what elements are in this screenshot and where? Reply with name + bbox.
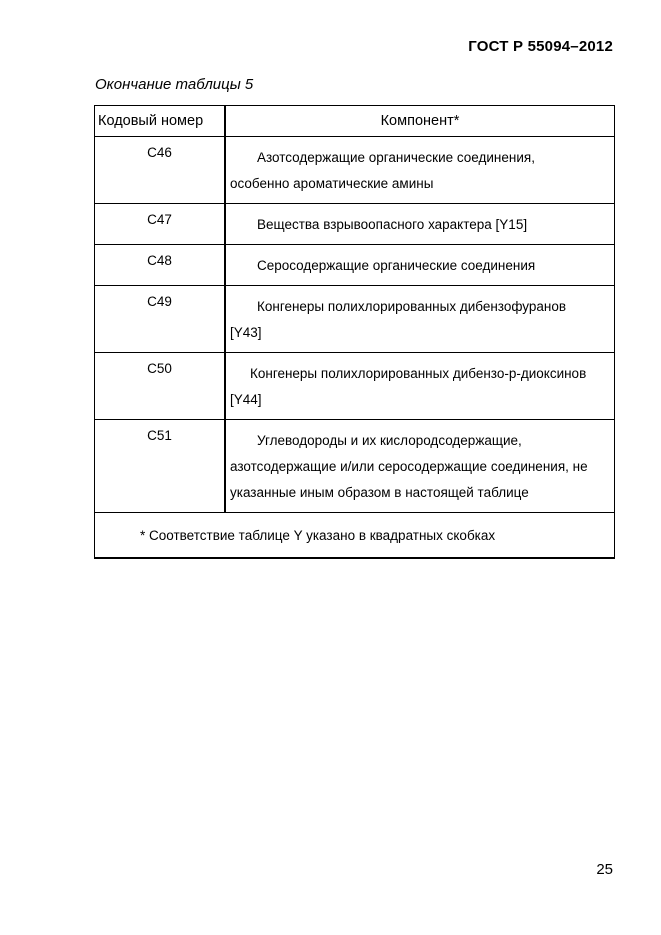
row-component (225, 245, 615, 286)
table-caption: Окончание таблицы 5 (95, 76, 254, 93)
component-line: Азотсодержащие органические соединения, (257, 150, 535, 165)
component-line: азотсодержащие и/или серосодержащие соединения, не (230, 459, 588, 474)
component-line: [Y44] (230, 392, 262, 407)
row-code: С48 (95, 245, 226, 286)
header-component: Компонент* (225, 106, 615, 137)
component-line: особенно ароматические амины (230, 176, 434, 191)
row-component (225, 286, 615, 353)
row-code: С50 (95, 353, 226, 420)
table-row (95, 245, 615, 286)
table-note-row (95, 513, 615, 559)
row-component (225, 204, 615, 245)
component-line: Конгенеры полихлорированных дибензофуранов (257, 299, 567, 314)
row-code: С51 (95, 420, 226, 513)
row-component (225, 137, 615, 204)
table-row (95, 137, 615, 204)
table-header-row (95, 106, 615, 137)
component-line: Углеводороды и их кислородсодержащие, (257, 433, 522, 448)
table-row (95, 420, 615, 513)
page-number: 25 (596, 861, 613, 878)
table-row (95, 204, 615, 245)
table-row (95, 353, 615, 420)
row-component (225, 353, 615, 420)
row-component (225, 420, 615, 513)
component-line: указанные иным образом в настоящей таблице (230, 485, 529, 500)
component-line: [Y43] (230, 325, 262, 340)
document-header: ГОСТ Р 55094–2012 (468, 38, 613, 55)
table-row (95, 286, 615, 353)
header-code: Кодовый номер (95, 106, 226, 137)
component-line: Вещества взрывоопасного характера [Y15] (257, 217, 528, 232)
component-line: Конгенеры полихлорированных дибензо-р-диоксинов (250, 366, 587, 381)
table-footnote: * Соответствие таблице Y указано в квадратных скобках (95, 513, 615, 559)
component-table (94, 105, 615, 559)
row-code: С47 (95, 204, 226, 245)
row-code: С46 (95, 137, 226, 204)
component-line: Серосодержащие органические соединения (257, 258, 536, 273)
row-code: С49 (95, 286, 226, 353)
